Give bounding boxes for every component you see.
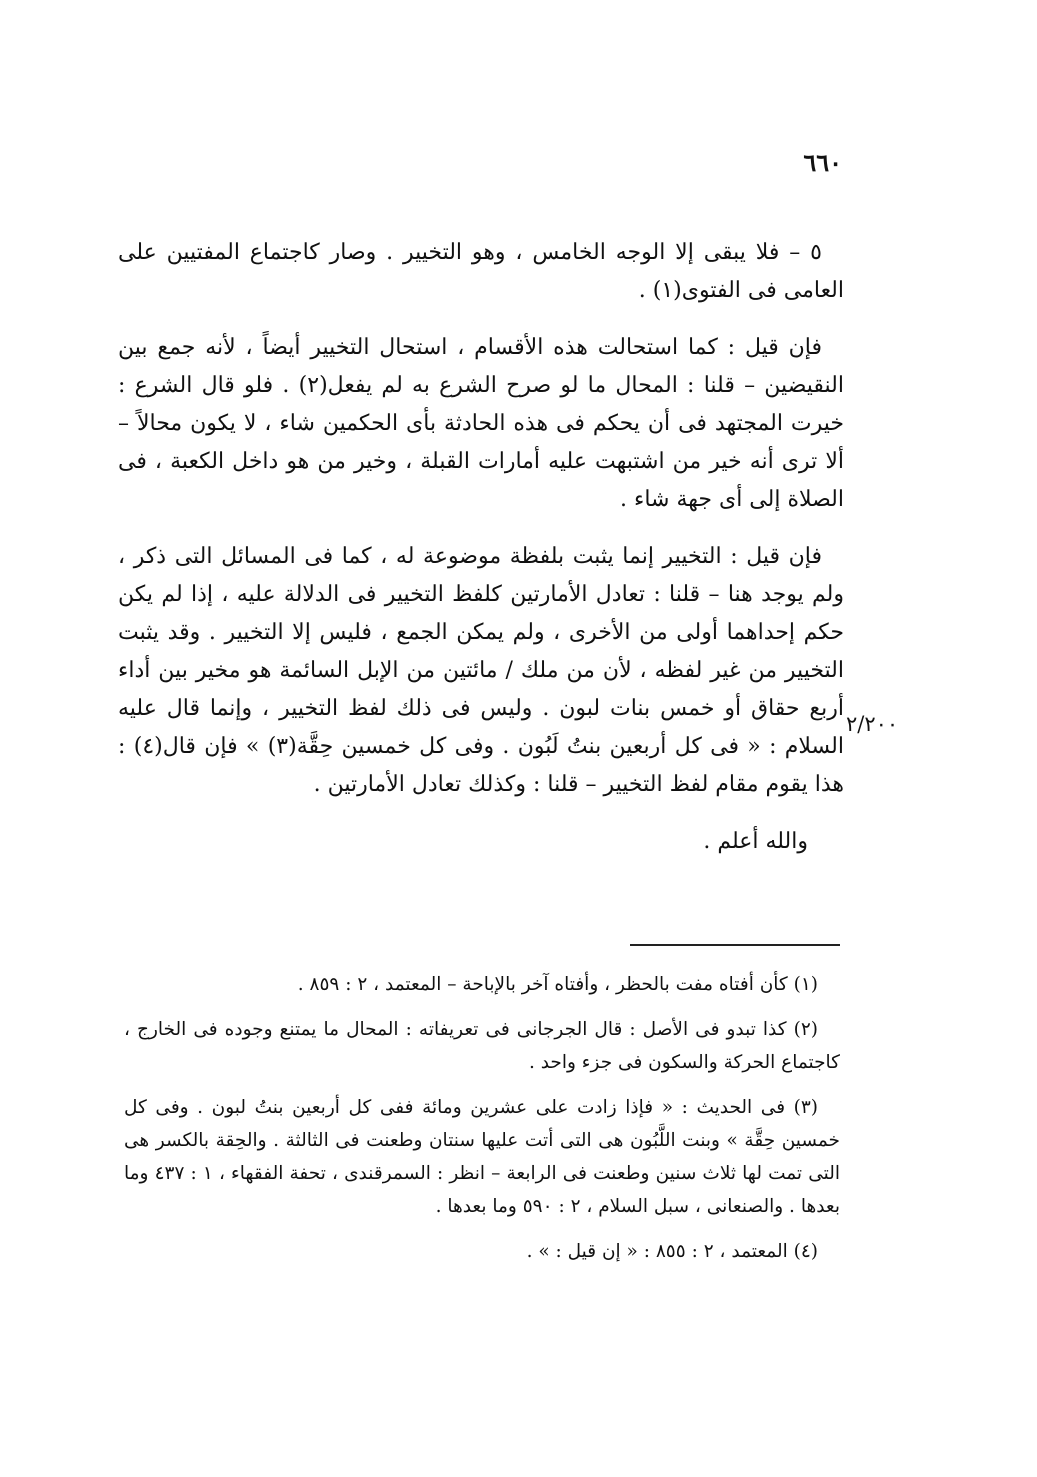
paragraph-2: فإن قيل : كما استحالت هذه الأقسام ، استحال التخيير أيضاً ، لأنه جمع بين النقيضين – قلنا : المحال ما لو صرح الشرع به لم يفعل(٢) . فلو قال الشرع : خيرت المجتهد فى أن يحكم فى هذه الحادثة بأى الحكمين شاء ، لا يكون محالاً – ألا ترى أنه خير من اشتبهت عليه أمارات القبلة ، وخير من هو داخل الكعبة ، فى الصلاة إلى أى جهة شاء . — [118, 335, 844, 512]
footnote-3: (٣) فى الحديث : « فإذا زادت على عشرين ومائة ففى كل أربعين بنتُ لبون . وفى كل خمسين حِقَّة » وبنت اللَّبُون هى التى أتت عليها سنتان وطعنت فى الثالثة . والحِقة بالكسر هى التى تمت لها ثلاث سنين وطعنت فى الرابعة – انظر : السمرقندى ، تحفة الفقهاء ، ١ : ٤٣٧ وما بعدها . والصنعانى ، سبل السلام ، ٢ : ٥٩٠ وما بعدها . — [124, 1097, 840, 1217]
paragraph-1: ٥ – فلا يبقى إلا الوجه الخامس ، وهو التخيير . وصار كاجتماع المفتيين على العامى فى الفتوى(١) . — [118, 240, 844, 303]
paragraph-3: فإن قيل : التخيير إنما يثبت بلفظة موضوعة له ، كما فى المسائل التى ذكر ، ولم يوجد هنا – قلنا : تعادل الأمارتين كلفظ التخيير فى الدلالة عليه ، إذا لم يكن حكم إحداهما أولى من الأخرى ، ولم يمكن الجمع ، فليس إلا التخيير . وقد يثبت التخيير من غير لفظه ، لأن من ملك / مائتين من الإبل السائمة هو مخير بين أداء أربع حقاق أو خمس بنات لبون . وليس فى ذلك لفظ التخيير ، وإنما قال عليه السلام : « فى كل أربعين بنتُ لَبُون . وفى كل خمسين حِقَّة(٣) » فإن قال(٤) : هذا يقوم مقام لفظ التخيير – قلنا : وكذلك تعادل الأمارتين . — [118, 544, 844, 797]
body-text — [118, 234, 844, 880]
footnote-2: (٢) كذا تبدو فى الأصل : قال الجرجانى فى تعريفاته : المحال ما يمتنع وجوده فى الخارج ، كاجتماع الحركة والسكون فى جزء واحد . — [124, 1019, 840, 1073]
footnote-divider — [630, 944, 840, 946]
footnote-4: (٤) المعتمد ، ٢ : ٨٥٥ : « إن قيل : » . — [526, 1241, 818, 1262]
footnote-1: (١) كأن أفتاه مفت بالحظر ، وأفتاه آخر بالإباحة – المعتمد ، ٢ : ٨٥٩ . — [297, 974, 818, 995]
footnotes — [124, 968, 840, 1280]
closing-line: والله أعلم . — [703, 829, 808, 854]
page-number: ٦٦٠ — [803, 148, 842, 177]
margin-reference: ٢/٢٠٠ — [846, 712, 899, 736]
